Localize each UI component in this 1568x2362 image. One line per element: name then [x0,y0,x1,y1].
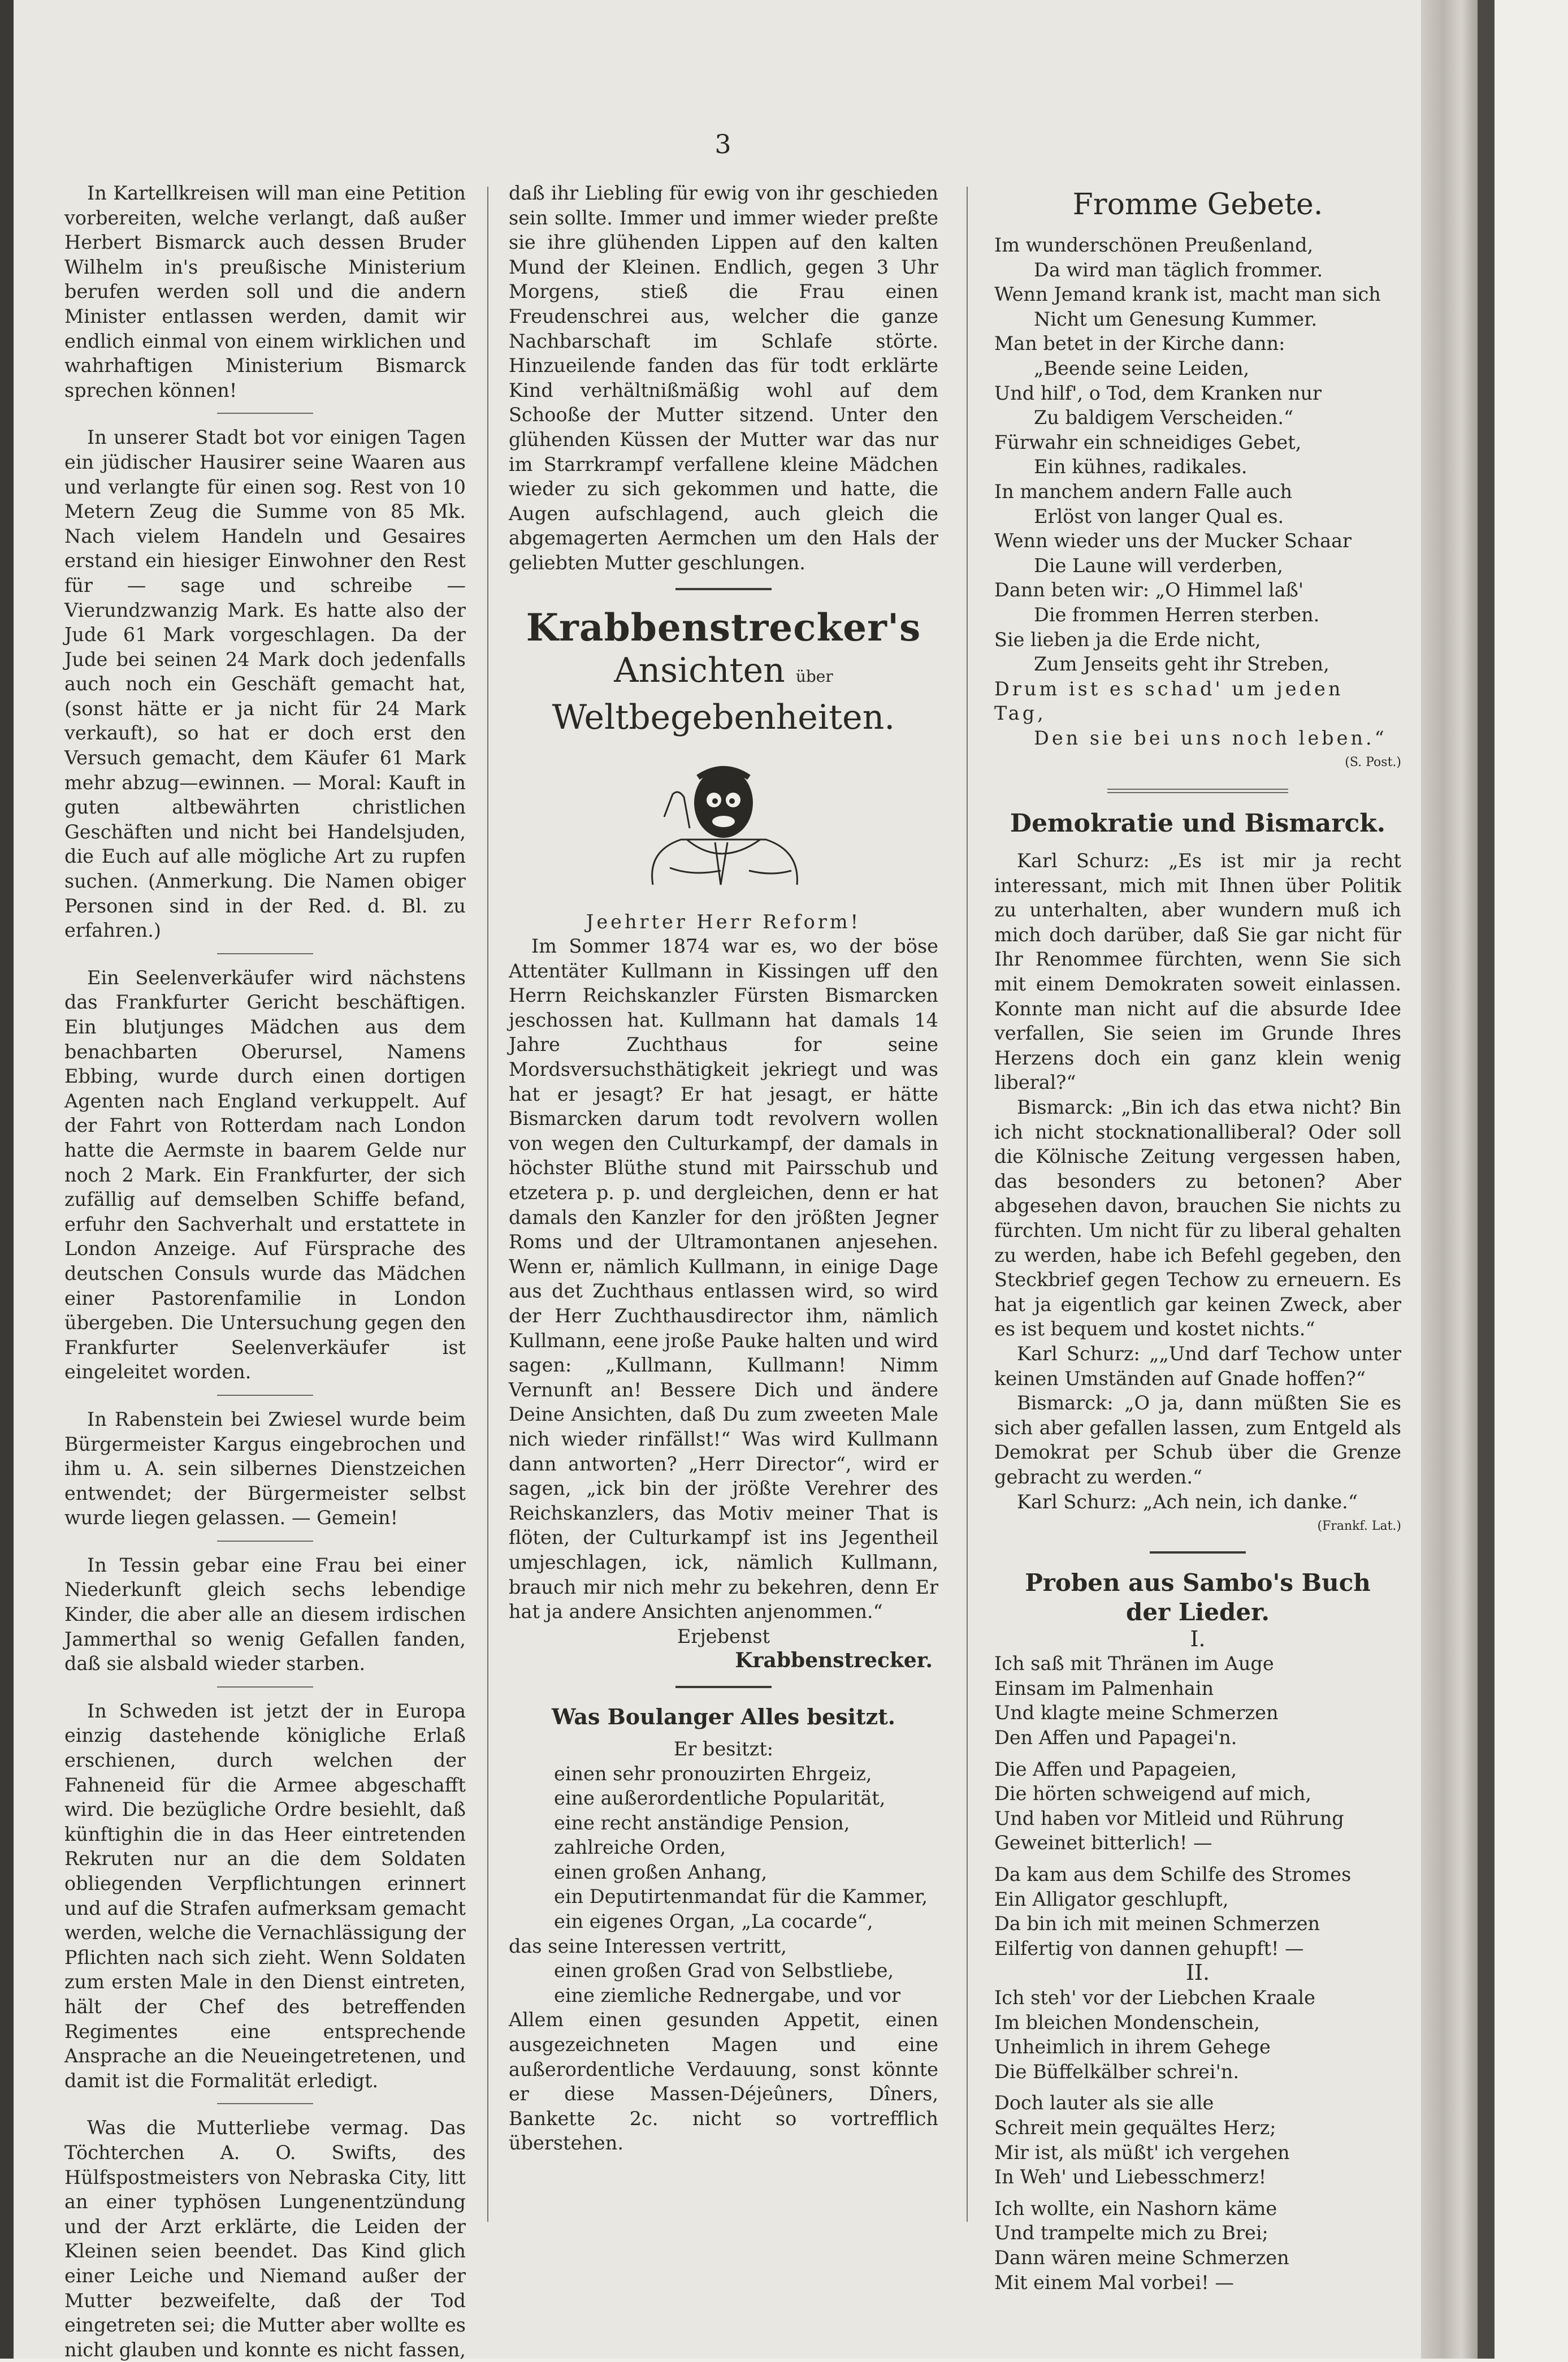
verse-line: In manchem andern Falle auch [994,480,1293,503]
boulanger-title: Was Boulanger Alles besitzt. [551,1703,896,1729]
column-rule-right [967,187,968,2222]
dialogue-bismarck-2: Bismarck: „O ja, dann müßten Sie es sich aber gefallen lassen, zum Entgeld als Demokrat per Schub über die Grenze gebracht zu werden.“ [994,1392,1401,1488]
separator [217,953,313,954]
subtitle-part-3: Weltbegebenheiten. [552,697,895,737]
list-item: das seine Interessen vertritt, [509,1935,787,1957]
verse-line: Doch lauter als sie alle [994,2092,1214,2114]
verse-line: Man betet in der Kirche dann: [994,332,1285,355]
subtitle-part-2: über [795,667,833,686]
boulanger-list [509,1762,938,2008]
letter-body: Im Sommer 1874 war es, wo der böse Attentäter Kullmann in Kissingen uff den Herrn Reichskanzler Fürsten Bismarcken jeschossen hat. Kullmann hat damals 14 Jahre Zuchthaus for seine Mordsversuchsthätigkeit jekriegt und was hat er jesagt? Er hat jesagt, er hätte Bismarcken darum todt revolvern wollen von wegen den Culturkampf, der damals in höchster Blüthe stund mit Pairsschub und etzetera p. p. und dergleichen, denn er hat damals den Kanzler for den jrößten Jegner Roms und der Ultramontanen anjesehen. Wenn er, nämlich Kullmann, in einige Dage aus det Zuchthaus entlassen wird, so wird der Herr Zuchthausdirector ihm, nämlich Kullmann, eene jroße Pauke halten und wird sagen: „Kullmann, Kullmann! Nimm Vernunft an! Bessere Dich und ändere Deine Ansichten, daß Du zum zweeten Male nich wieder rinfällst!“ Was wird Kullmann dann antworten? „Herr Director“, wird er sagen, „ick bin der jrößte Verehrer des Reichskanzlers, das Motiv meiner That is flöten, der Culturkampf ist ins Jegentheil umjeschlagen, ick, nämlich Kullmann, brauch mir nich mehr zu bekehren, denn Er hat ja andere Ansichten anjenommen.“ [509,935,938,1623]
krabbenstrecker-subtitle [509,650,938,738]
verse-line: Sie lieben ja die Erde nicht, [994,628,1261,651]
verse-line: Und trampelte mich zu Brei; [994,2222,1268,2244]
verse-line: Wenn Jemand krank ist, macht man sich [994,283,1381,306]
list-item: zahlreiche Orden, [554,1836,726,1859]
list-item: einen großen Grad von Selbstliebe, [554,1959,894,1982]
verse-line: Die hörten schweigend auf mich, [994,1783,1312,1805]
list-item: eine recht anständige Pension, [554,1811,850,1834]
source-citation: (S. Post.) [1345,755,1401,770]
column-1 [64,181,466,2362]
letter-greeting: Jeehrter Herr Reform! [586,910,861,933]
verse-line: Wenn wieder uns der Mucker Schaar [994,530,1352,552]
separator [217,2103,313,2104]
article-mutterliebe-continued: daß ihr Liebling für ewig von ihr geschieden sein sollte. Immer und immer wieder preßte sie ihre glühenden Lippen auf den kalten Mund der Kleinen. Endlich, gegen 3 Uhr Morgens, stieß die Frau einen Freudenschrei aus, welcher die ganze Nachbarschaft im Schlafe störte. Hinzueilende fanden das für todt erklärte Kind verhältnißmäßig wohl auf dem Schooße der Mutter sitzend. Unter den glühenden Küssen der Mutter war das nur im Starrkrampf verfallene kleine Mädchen wieder zu sich gekommen und hatte, die Augen aufschlagend, auch gleich die abgemagerten Aermchen um den Hals der geliebten Mutter geschlungen. [509,182,938,574]
list-item: ein eigenes Organ, „La cocarde“, [554,1910,873,1933]
column-3 [994,181,1401,2295]
list-item: ein Deputirtenmandat für die Kammer, [554,1885,928,1908]
separator [675,588,772,590]
verse-line: Die Laune will verderben, [1034,554,1283,577]
verse-line: Ein Alligator geschlupft, [994,1888,1229,1910]
separator [217,1541,313,1542]
verse-line: Mir ist, als müßt' ich vergehen [994,2141,1290,2164]
verse-line: Eilfertig von dannen gehupft! — [994,1937,1304,1959]
sambo-poem-1 [994,1651,1401,1961]
verse-line: Den sie bei uns noch leben.“ [1034,726,1387,749]
verse-line: Und haben vor Mitleid und Rührung [994,1807,1344,1829]
separator [217,413,313,414]
verse-line: Nicht um Genesung Kummer. [1034,308,1318,330]
verse-line: Und klagte meine Schmerzen [994,1702,1279,1724]
verse-line: Da bin ich mit meinen Schmerzen [994,1913,1320,1935]
verse-line: Den Affen und Papagei'n. [994,1727,1237,1749]
separator [217,1395,313,1396]
article-petition: In Kartellkreisen will man eine Petition vorbereiten, welche verlangt, daß außer Herbert Bismarck auch dessen Bruder Wilhelm in's preußische Ministerium berufen werden soll und die andern Minister entlassen werden, damit wir endlich einmal von einem wirklichen und wahrhaftigen Ministerium Bismarck sprechen können! [64,182,466,401]
verse-line: Zu baldigem Verscheiden.“ [1034,406,1294,429]
letter-closing: Erjebenst [677,1625,770,1647]
verse-line: Ich saß mit Thränen im Auge [994,1652,1274,1675]
boulanger-intro: Er besitzt: [673,1737,774,1760]
caricature-illustration [630,755,817,890]
list-item: eine ziemliche Rednergabe, und vor [554,1984,901,2006]
verse-line: „Beende seine Leiden, [1034,357,1250,379]
verse-line: Erlöst von langer Qual es. [1034,505,1284,527]
verse-line: Unheimlich in ihrem Gehege [994,2036,1271,2058]
source-citation: (Frankf. Lat.) [1317,1519,1401,1534]
separator [1107,789,1288,793]
verse-line: In Weh' und Liebesschmerz! [994,2166,1267,2188]
list-item: einen großen Anhang, [554,1861,768,1883]
verse-line: Im wunderschönen Preußenland, [994,234,1314,256]
separator [1150,1551,1246,1554]
verse-line: Drum ist es schad' um jeden Tag, [994,677,1344,725]
verse-line: Dann beten wir: „O Himmel laß' [994,579,1304,602]
verse-line: Die Büffelkälber schrei'n. [994,2060,1240,2083]
poem-number: II. [1185,1960,1210,1985]
sambo-poem-2 [994,1985,1401,2295]
verse-line: Ich steh' vor der Liebchen Kraale [994,1987,1315,2009]
poem-number: I. [1190,1626,1206,1651]
verse-line: Die Affen und Papageien, [994,1758,1237,1780]
verse-line: Schreit mein gequältes Herz; [994,2116,1276,2139]
list-item: eine außerordentliche Popularität, [554,1787,886,1810]
verse-line: Im bleichen Mondenschein, [994,2011,1260,2034]
verse-line: Mit einem Mal vorbei! — [994,2271,1234,2294]
verse-line: Die frommen Herren sterben. [1034,603,1320,626]
verse-line: Fürwahr ein schneidiges Gebet, [994,431,1302,453]
article-hausirer: In unserer Stadt bot vor einigen Tagen ein jüdischer Hausirer seine Waaren aus und verlangte für einen sog. Rest von 10 Metern Zeug die Summe von 85 Mk. Nach vielem Handeln und Gesaires erstand ein hiesiger Einwohner den Rest für — sage und schreibe — Vierundzwanzig Mark. Es hatte also der Jude 61 Mark vorgeschlagen. Da der Jude bei seinen 24 Mark doch jedenfalls auch noch ein Geschäft gemacht hat, (sonst hätte er ja nicht für 24 Mark verkauft), so hat er doch erst den Versuch gemacht, dem Käufer 61 Mark mehr abzug—ewinnen. — Moral: Kauft in guten altbewährten christlichen Geschäften und nicht bei Handelsjuden, die Euch auf alle mögliche Art zu rupfen suchen. (Anmerkung. Die Namen obiger Personen sind in der Red. d. Bl. zu erfahren.) [64,426,466,942]
separator [217,1686,313,1688]
verse-line: Da wird man täglich frommer. [1034,258,1323,281]
verse-line: Ein kühnes, radikales. [1034,456,1248,478]
verse-line: Dann wären meine Schmerzen [994,2246,1289,2269]
separator [675,1686,772,1688]
scan-border-left [0,0,14,2359]
article-seelenverkaeufer: Ein Seelenverkäufer wird nächstens das Frankfurter Gericht beschäftigen. Ein blutjunges Mädchen aus dem benachbarten Oberursel, Namens Ebbing, wurde durch einen dortigen Agenten nach England verkuppelt. Auf der Fahrt von Rotterdam nach London hatte die Aermste in baarem Gelde nur noch 2 Mark. Ein Frankfurter, der sich zufällig auf demselben Schiffe befand, erfuhr den Sachverhalt und erstattete in London Anzeige. Auf Fürsprache des deutschen Consuls wurde das Mädchen einer Pastorenfamilie in London übergeben. Die Untersuchung gegen den Frankfurter Seelenverkäufer ist eingeleitet worden. [64,966,466,1383]
verse-line: Da kam aus dem Schilfe des Stromes [994,1863,1352,1886]
sambo-title-1: Proben aus Sambo's Buch [1025,1568,1371,1597]
dialogue-bismarck-1: Bismarck: „Bin ich das etwa nicht? Bin ich nicht stocknationalliberal? Oder soll die Kölnische Zeitung vergessen haben, das besonders zu betonen? Aber abgesehen davon, brauchen Sie nichts zu fürchten. Um nicht für zu liberal gehalten zu werden, habe ich Befehl gegeben, den Steckbrief gegen Techow zu erneuern. Es hat ja eigentlich gar keinen Zweck, aber es ist bequem und kostet nichts.“ [994,1096,1401,1340]
column-2 [509,181,938,2156]
article-schweden: In Schweden ist jetzt der in Europa einzig dastehende königliche Erlaß erschienen, durch welchen der Fahneneid für die Armee abgeschafft wird. Die bezügliche Ordre besiehlt, daß künftighin die in das Heer eintretenden Rekruten nur an die dem Soldaten obliegenden Verpflichtungen erinnert und auf die Strafen aufmerksam gemacht werden, welche die Vernachlässigung der Pflichten nach sich zieht. Wenn Soldaten zum ersten Male in den Dienst eintreten, hält der Chef des betreffenden Regimentes eine entsprechende Ansprache an die Neueingetretenen, und damit ist die Formalität erledigt. [64,1699,466,2092]
newspaper-page [14,0,1495,2359]
dialogue-schurz-2: Karl Schurz: „„Und darf Techow unter keinen Umständen auf Gnade hoffen?“ [994,1342,1401,1390]
fromme-gebete-poem [994,233,1401,750]
verse-line: Ich wollte, ein Nashorn käme [994,2197,1277,2220]
verse-line: Und hilf', o Tod, dem Kranken nur [994,382,1322,404]
boulanger-ending: Allem einen gesunden Appetit, einen ausgezeichneten Magen und eine außerordentliche Verdauung, sonst könnte er diese Massen-Déjeûners, Dîners, Bankette 2c. nicht so vortrefflich überstehen. [509,2009,938,2155]
subtitle-part-1: Ansichten [614,650,785,690]
letter-signature: Krabbenstrecker. [735,1649,933,1673]
verse-line: Geweinet bitterlich! — [994,1832,1212,1854]
column-rule-left [487,187,488,2222]
fromme-gebete-title: Fromme Gebete. [1072,188,1323,222]
article-rabenstein: In Rabenstein bei Zwiesel wurde beim Bürgermeister Kargus eingebrochen und ihm u. A. sein silbernes Dienstzeichen entwendet; der Bürgermeister selbst wurde liegen gelassen. — Gemein! [64,1408,466,1529]
article-mutterliebe: Was die Mutterliebe vermag. Das Töchterchen A. O. Swifts, des Hülfspostmeisters von Nebraska City, litt an einer typhösen Lungenentzündung und der Arzt erklärte, die Leiden der Kleinen seien beendet. Das Kind glich einer Leiche und Niemand außer der Mutter bezweifelte, daß der Tod eingetreten sei; die Mutter aber wollte es nicht glauben und konnte es nicht fassen, [64,2117,466,2361]
dialogue-schurz-3: Karl Schurz: „Ach nein, ich danke.“ [1017,1490,1358,1513]
dialogue-schurz-1: Karl Schurz: „Es ist mir ja recht interessant, mich mit Ihnen über Politik zu unterhalten, aber wundern muß ich mich doch darüber, daß Sie gar nicht für Ihr Renommee fürchten, wenn Sie sich mit einem Demokraten soweit einlassen. Konnte man nicht auf die absurde Idee verfallen, Sie seien im Grunde Ihres Herzens doch ein ganz klein wenig liberal?“ [994,850,1401,1094]
page-number: 3 [714,129,731,159]
scan-border-right [1478,0,1495,2359]
list-item: einen sehr pronouzirten Ehrgeiz, [554,1762,872,1785]
verse-line: Einsam im Palmenhain [994,1677,1214,1699]
krabbenstrecker-title: Krabbenstrecker's [526,605,921,650]
sambo-title-2: der Lieder. [1125,1598,1270,1626]
demokratie-title: Demokratie und Bismarck. [1010,809,1386,838]
article-tessin: In Tessin gebar eine Frau bei einer Niederkunft gleich sechs lebendige Kinder, die aber alle an diesem irdischen Jammerthal so wenig Gefallen fanden, daß sie alsbald wieder starben. [64,1554,466,1675]
caricature-head [694,768,753,838]
verse-line: Zum Jenseits geht ihr Streben, [1034,653,1329,676]
